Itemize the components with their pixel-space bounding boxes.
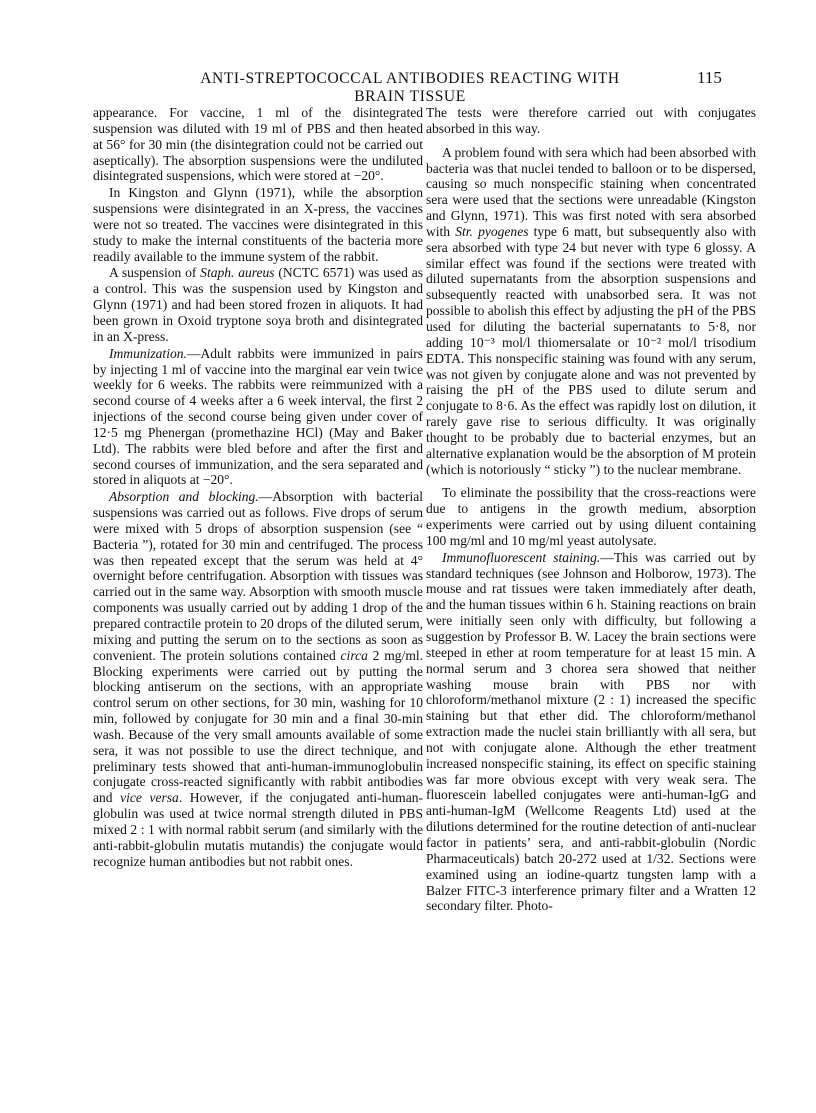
text-run: type 6 matt, but subsequently also with sera absorbed with type 24 but never with type 6 glossy. A similar effect was found if the sections were treated with diluted supernatants from the absorption suspensions and subsequently reacted with unabsorbed sera. It was not possible to abolish this effect by adjusting the pH of the PBS used for diluting the bacterial supernatants to 5·8, nor adding 10⁻³ mol/l thiomersalate or 10⁻² mol/l trisodium EDTA. This nonspecific staining was found with any serum, was not given by conjugate alone and was not prevented by raising the pH of the PBS used to dilute serum and conjugate to 8·6. As the effect was rapidly lost on dilution, it rarely gave rise to serious difficulty. It was originally thought to be probably due to bacterial enzymes, but an alternative explanation would be the absorption of M protein (which is notoriously “ sticky ”) to the nuclear membrane. bbox=[426, 223, 756, 477]
text-run: (NCTC 6571) was used as a control. This was the suspension used by Kingston and Glynn (1971) and had been stored frozen in aliquots. It had been grown in Oxoid tryptone soya broth and disintegrated in an X-press. bbox=[93, 265, 423, 344]
italic-text: circa bbox=[340, 647, 368, 663]
section-heading: Immunofluorescent staining. bbox=[442, 549, 601, 565]
left-column bbox=[93, 105, 423, 870]
text-run: A problem found with sera which had been absorbed with bacteria was that nuclei tended to balloon or to be dispersed, causing so much nonspecific staining when concentrated sera were used that the sections were unreadable (Kingston and Glynn, 1971). This was first noted with sera absorbed with bbox=[426, 144, 756, 239]
text-run: . However, if the conjugated anti-human-globulin was used at twice normal strength diluted in PBS mixed 2 : 1 with normal rabbit serum (and similarly with the anti-rabbit-globulin mutatis mutandis) the conjugate would recognize human antibodies but not rabbit ones. bbox=[93, 790, 423, 869]
section-heading: Immunization. bbox=[109, 345, 187, 361]
paragraph bbox=[93, 489, 423, 869]
paragraph: The tests were therefore carried out with conjugates absorbed in this way. bbox=[426, 105, 756, 136]
paragraph bbox=[93, 265, 423, 344]
text-run: A suspension of bbox=[109, 265, 201, 281]
right-column bbox=[426, 105, 756, 914]
paragraph: appearance. For vaccine, 1 ml of the disintegrated suspension was diluted with 19 ml of PBS and then heated at 56° for 30 min (the disintegration could not be carried out aseptically). The absorption suspensions were the undiluted disintegrated suspensions, which were stored at −20°. bbox=[93, 105, 423, 184]
paragraph bbox=[93, 346, 423, 489]
paragraph: In Kingston and Glynn (1971), while the absorption suspensions were disintegrated in an X-press, the vaccines were not so treated. The vaccines were disintegrated in this study to make the internal constituents of the bacteria more readily available to the immune system of the rabbit. bbox=[93, 185, 423, 264]
running-title: ANTI-STREPTOCOCCAL ANTIBODIES REACTING WITH BRAIN TISSUE bbox=[200, 70, 620, 105]
paragraph bbox=[426, 550, 756, 914]
paragraph bbox=[426, 145, 756, 478]
section-heading: Absorption and blocking. bbox=[109, 489, 259, 505]
text-run: —Absorption with bacterial suspensions was carried out as follows. Five drops of serum were mixed with 5 drops of absorption suspension (see “ Bacteria ”), rotated for 30 min and centrifuged. The process was then repeated except that the serum was held at 4° overnight before centrifugation. Absorption with tissues was carried out in the same way. Absorption with smooth muscle components was usually carried out by adding 1 drop of the prepared contractile protein to 20 drops of the diluted serum, mixing and putting the serum on to the sections as soon as convenient. The protein solutions contained bbox=[93, 489, 423, 663]
paragraph: To eliminate the possibility that the cross-reactions were due to antigens in the growth medium, absorption experiments were carried out by using diluent containing 100 mg/ml and 10 mg/ml yeast autolysate. bbox=[426, 485, 756, 548]
italic-text: Str. pyogenes bbox=[455, 223, 529, 239]
text-run: —Adult rabbits were immunized in pairs by injecting 1 ml of vaccine into the marginal ear vein twice weekly for 6 weeks. The rabbits were reimmunized with a second course of 4 weeks after a 6 week interval, the first 2 injections of the second course being given under cover of 12·5 mg Phenergan (promethazine HCl) (May and Baker Ltd). The rabbits were bled before and after the first and second courses of immunization, and the sera separated and stored in aliquots at −20°. bbox=[93, 345, 423, 488]
page-number: 115 bbox=[697, 68, 722, 87]
text-run: —This was carried out by standard techniques (see Johnson and Holborow, 1973). The mouse and rat tissues were taken immediately after death, and the human tissues within 6 h. Staining reactions on brain were initially seen only with difficulty, but following a suggestion by Professor B. W. Lacey the brain sections were steeped in ether at room temperature for at least 15 min. A normal serum and 3 chorea sera showed that neither washing mouse brain with PBS nor with chloroform/methanol mixture (2 : 1) increased the specific staining but that ether did. The chloroform/methanol extraction made the nuclei stain brilliantly with all sera, but not with conjugate alone. Although the ether treatment increased nonspecific staining, its effect on specific staining was far more obvious except with very weak sera. The fluorescein labelled conjugates were anti-human-IgG and anti-human-IgM (Wellcome Reagents Ltd) used at the dilutions determined for the routine detection of anti-nuclear factor in patients’ sera, and anti-rabbit-globulin (Nordic Pharmaceuticals) batch 20-272 used at 1/32. Sections were examined using an iodine-quartz tungsten lamp with a Balzer FITC-3 interference primary filter and a Wratten 12 secondary filter. Photo- bbox=[426, 549, 756, 914]
italic-text: Staph. aureus bbox=[200, 265, 275, 281]
italic-text: vice versa bbox=[120, 790, 179, 806]
text-run: 2 mg/ml. Blocking experiments were carried out by putting the blocking antiserum on the sections, with an appropriate control serum on other sections, for 30 min, washing for 10 min, followed by conjugate for 30 min and a final 30-min wash. Because of the very small amounts available of some sera, it was not possible to use the direct technique, and preliminary tests showed that anti-human-immunoglobulin conjugate cross-reacted significantly with rabbit antibodies and bbox=[93, 647, 424, 806]
